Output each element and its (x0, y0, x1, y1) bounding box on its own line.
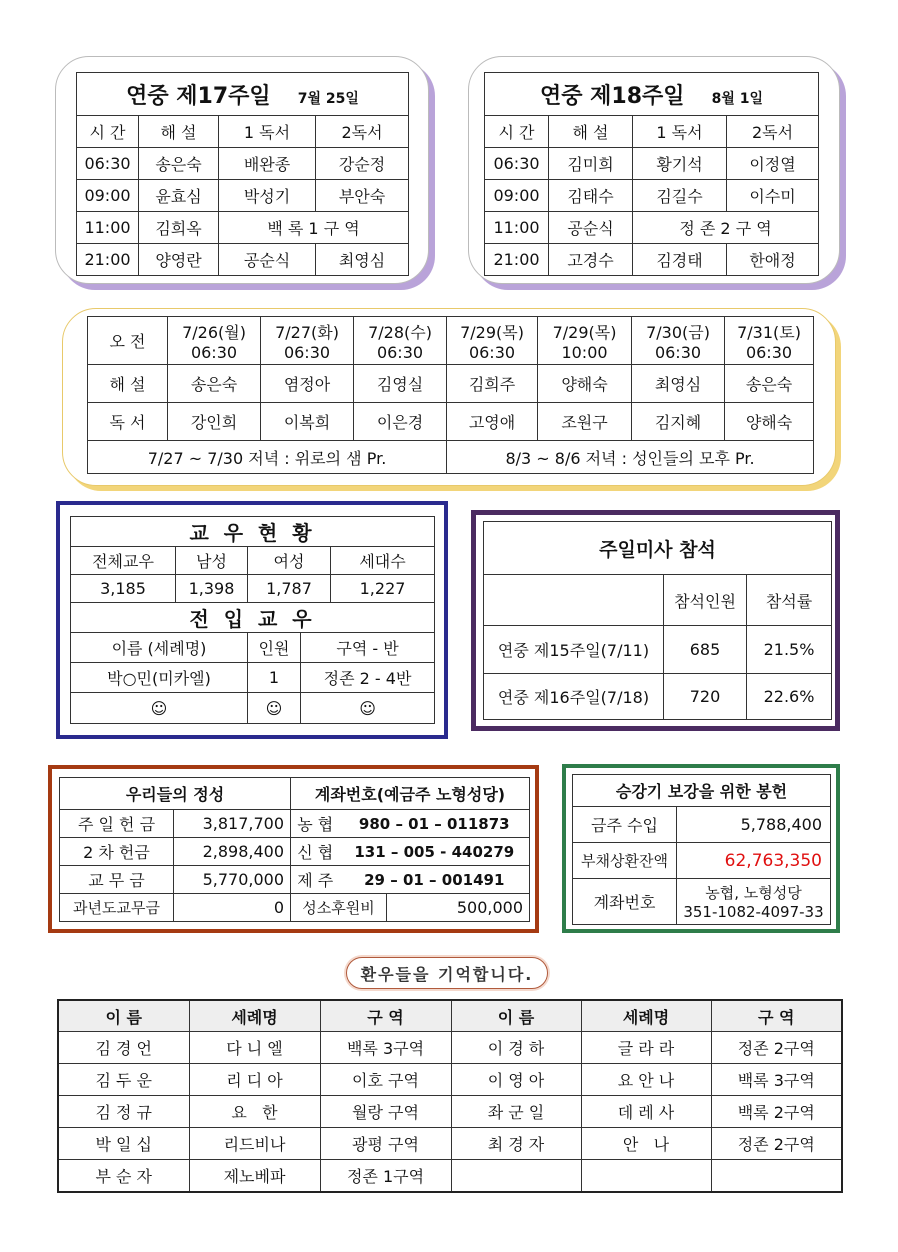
smiley-icon: ☺ (301, 693, 435, 724)
day-time: 06:30 (654, 342, 702, 362)
sick-name: 최 경 자 (451, 1128, 581, 1160)
reader-name: 고영애 (447, 403, 538, 441)
sick-header: 구 역 (320, 1000, 451, 1032)
reader-name: 이복희 (261, 403, 354, 441)
account-title: 계좌번호(예금주 노형성당) (291, 778, 530, 810)
day-time: 06:30 (376, 342, 424, 362)
day-cell (354, 317, 447, 365)
smiley-icon: ☺ (71, 693, 248, 724)
sick-name: 이 경 하 (451, 1032, 581, 1064)
commentator-name: 김영실 (354, 365, 447, 403)
attendance-count: 685 (664, 626, 747, 674)
schedule-name: 김경태 (633, 244, 727, 276)
commentator-name: 최영심 (632, 365, 725, 403)
day-cell (725, 317, 814, 365)
sick-district (711, 1160, 842, 1193)
sick-name (451, 1160, 581, 1193)
members-header: 세대수 (331, 547, 435, 575)
debt-balance: 62,763,350 (677, 843, 831, 879)
schedule-name: 이정열 (727, 148, 819, 180)
newcomer-count: 1 (248, 663, 301, 693)
sick-header: 이 름 (58, 1000, 189, 1032)
week18-table (484, 72, 819, 276)
sick-baptismal-name: 다 니 엘 (189, 1032, 320, 1064)
schedule-name: 김희옥 (139, 212, 219, 244)
members-value: 3,185 (71, 575, 176, 603)
offering-amount: 0 (174, 894, 291, 922)
sick-header: 구 역 (711, 1000, 842, 1032)
schedule-name: 한애정 (727, 244, 819, 276)
sick-baptismal-name: 리 디 아 (189, 1064, 320, 1096)
members-value: 1,787 (248, 575, 331, 603)
sick-baptismal-name (581, 1160, 711, 1193)
reader-name: 이은경 (354, 403, 447, 441)
sick-title: 환우들을 기억합니다. (346, 957, 548, 989)
schedule-name: 김길수 (633, 180, 727, 212)
members-title: 교 우 현 황 (71, 517, 435, 547)
attendance-week: 연중 제16주일(7/18) (484, 674, 664, 720)
day-date: 7/29(목) (460, 322, 524, 342)
members-table (70, 516, 435, 724)
header-commentator: 해 설 (139, 116, 219, 148)
offering-table (59, 777, 530, 922)
elevator-account-cell (677, 879, 831, 925)
bank-name: 신 협 (291, 838, 340, 866)
sick-baptismal-name: 요 안 나 (581, 1064, 711, 1096)
header-reading2: 2독서 (316, 116, 409, 148)
sick-name: 좌 군 일 (451, 1096, 581, 1128)
day-date: 7/28(수) (368, 322, 432, 342)
schedule-time: 06:30 (77, 148, 139, 180)
members-value: 1,227 (331, 575, 435, 603)
commentator-name: 염정아 (261, 365, 354, 403)
schedule-name: 배완종 (219, 148, 316, 180)
reader-name: 조원구 (538, 403, 632, 441)
header-time: 시 간 (485, 116, 549, 148)
commentator-name: 송은숙 (725, 365, 814, 403)
day-time: 06:30 (468, 342, 516, 362)
sick-district: 정존 2구역 (711, 1128, 842, 1160)
sick-district: 백록 3구역 (320, 1032, 451, 1064)
schedule-time: 21:00 (485, 244, 549, 276)
smiley-icon: ☺ (248, 693, 301, 724)
attendance-title: 주일미사 참석 (484, 522, 832, 575)
offering-label: 2 차 헌금 (60, 838, 174, 866)
offering-label: 주 일 헌 금 (60, 810, 174, 838)
week18-title-cell (485, 73, 819, 116)
row-label-reader: 독 서 (88, 403, 168, 441)
account-number: 29 – 01 – 001491 (340, 866, 530, 894)
schedule-district: 백 록 1 구 역 (219, 212, 409, 244)
schedule-name: 부안숙 (316, 180, 409, 212)
day-time: 06:30 (190, 342, 238, 362)
week18-title: 연중 제18주일 (540, 83, 685, 109)
sick-baptismal-name: 요 한 (189, 1096, 320, 1128)
attendance-week: 연중 제15주일(7/11) (484, 626, 664, 674)
sick-baptismal-name: 안 나 (581, 1128, 711, 1160)
offering-label: 과년도교무금 (60, 894, 174, 922)
support-label: 성소후원비 (291, 894, 387, 922)
schedule-name: 공순식 (549, 212, 633, 244)
attendance-rate: 22.6% (747, 674, 832, 720)
evening-note-left: 7/27 ~ 7/30 저녁 : 위로의 샘 Pr. (88, 441, 447, 474)
schedule-name: 박성기 (219, 180, 316, 212)
day-cell (538, 317, 632, 365)
schedule-name: 김미희 (549, 148, 633, 180)
reader-name: 김지혜 (632, 403, 725, 441)
schedule-district: 정 존 2 구 역 (633, 212, 819, 244)
weekly-income: 5,788,400 (677, 807, 831, 843)
day-date: 7/30(금) (646, 322, 710, 342)
schedule-name: 송은숙 (139, 148, 219, 180)
sick-name: 부 순 자 (58, 1160, 189, 1193)
schedule-time: 09:00 (485, 180, 549, 212)
sick-name: 이 영 아 (451, 1064, 581, 1096)
day-date: 7/29(목) (552, 322, 617, 342)
schedule-name: 윤효심 (139, 180, 219, 212)
support-amount: 500,000 (387, 894, 530, 922)
members-value: 1,398 (176, 575, 248, 603)
offering-amount: 2,898,400 (174, 838, 291, 866)
schedule-name: 황기석 (633, 148, 727, 180)
sick-district: 백록 3구역 (711, 1064, 842, 1096)
elevator-title: 승강기 보강을 위한 봉헌 (573, 775, 831, 807)
newcomers-title: 전 입 교 우 (71, 603, 435, 633)
offering-title: 우리들의 정성 (60, 778, 291, 810)
reader-name: 양해숙 (725, 403, 814, 441)
members-header: 남성 (176, 547, 248, 575)
reader-name: 강인희 (168, 403, 261, 441)
sick-name: 김 두 운 (58, 1064, 189, 1096)
newcomer-header: 이름 (세례명) (71, 633, 248, 663)
header-reading1: 1 독서 (219, 116, 316, 148)
elevator-account-number: 351-1082-4097-33 (683, 903, 824, 921)
sick-name: 박 일 십 (58, 1128, 189, 1160)
sick-district: 광평 구역 (320, 1128, 451, 1160)
members-header: 여성 (248, 547, 331, 575)
week18-date: 8월 1일 (711, 90, 764, 107)
schedule-name: 공순식 (219, 244, 316, 276)
sick-baptismal-name: 데 레 사 (581, 1096, 711, 1128)
elevator-label: 부채상환잔액 (573, 843, 677, 879)
bank-name: 농 협 (291, 810, 340, 838)
day-cell (261, 317, 354, 365)
day-cell (632, 317, 725, 365)
schedule-name: 이수미 (727, 180, 819, 212)
row-label-commentator: 해 설 (88, 365, 168, 403)
offering-amount: 3,817,700 (174, 810, 291, 838)
sick-table (57, 999, 843, 1193)
day-cell (447, 317, 538, 365)
sick-name: 김 정 규 (58, 1096, 189, 1128)
day-time: 06:30 (283, 342, 331, 362)
sick-district: 정존 2구역 (711, 1032, 842, 1064)
sick-baptismal-name: 제노베파 (189, 1160, 320, 1193)
elevator-account-label: 계좌번호 (573, 879, 677, 925)
account-number: 131 – 005 - 440279 (340, 838, 530, 866)
week17-date: 7월 25일 (297, 90, 359, 107)
schedule-time: 09:00 (77, 180, 139, 212)
attendance-table (483, 521, 832, 720)
attendance-header: 참석인원 (664, 575, 747, 626)
schedule-time: 06:30 (485, 148, 549, 180)
row-label-morning: 오 전 (88, 317, 168, 365)
schedule-name: 김태수 (549, 180, 633, 212)
offering-label: 교 무 금 (60, 866, 174, 894)
header-commentator: 해 설 (549, 116, 633, 148)
bank-name: 제 주 (291, 866, 340, 894)
sick-header: 세례명 (581, 1000, 711, 1032)
sick-baptismal-name: 리드비나 (189, 1128, 320, 1160)
attendance-count: 720 (664, 674, 747, 720)
attendance-header: 참석률 (747, 575, 832, 626)
commentator-name: 송은숙 (168, 365, 261, 403)
schedule-time: 11:00 (485, 212, 549, 244)
schedule-time: 11:00 (77, 212, 139, 244)
evening-note-right: 8/3 ~ 8/6 저녁 : 성인들의 모후 Pr. (447, 441, 814, 474)
newcomer-header: 구역 - 반 (301, 633, 435, 663)
day-date: 7/26(월) (182, 322, 246, 342)
day-time: 06:30 (745, 342, 793, 362)
newcomer-header: 인원 (248, 633, 301, 663)
sick-header: 이 름 (451, 1000, 581, 1032)
schedule-name: 고경수 (549, 244, 633, 276)
weekday-table (87, 316, 814, 474)
week17-title-cell (77, 73, 409, 116)
schedule-name: 최영심 (316, 244, 409, 276)
schedule-time: 21:00 (77, 244, 139, 276)
sick-district: 이호 구역 (320, 1064, 451, 1096)
attendance-rate: 21.5% (747, 626, 832, 674)
sick-district: 백록 2구역 (711, 1096, 842, 1128)
account-number: 980 – 01 – 011873 (340, 810, 530, 838)
header-time: 시 간 (77, 116, 139, 148)
day-time: 10:00 (561, 342, 608, 362)
elevator-table (572, 774, 831, 925)
sick-header: 세례명 (189, 1000, 320, 1032)
week17-table (76, 72, 409, 276)
header-reading1: 1 독서 (633, 116, 727, 148)
sick-district: 월랑 구역 (320, 1096, 451, 1128)
sick-baptismal-name: 글 라 라 (581, 1032, 711, 1064)
commentator-name: 김희주 (447, 365, 538, 403)
members-header: 전체교우 (71, 547, 176, 575)
commentator-name: 양해숙 (538, 365, 632, 403)
week17-title: 연중 제17주일 (126, 83, 271, 109)
sick-name: 김 경 언 (58, 1032, 189, 1064)
elevator-account-bank: 농협, 노형성당 (705, 884, 802, 902)
day-date: 7/31(토) (737, 322, 801, 342)
schedule-name: 강순정 (316, 148, 409, 180)
day-cell (168, 317, 261, 365)
newcomer-name: 박○민(미카엘) (71, 663, 248, 693)
header-reading2: 2독서 (727, 116, 819, 148)
schedule-name: 양영란 (139, 244, 219, 276)
attendance-header (484, 575, 664, 626)
newcomer-district: 정존 2 - 4반 (301, 663, 435, 693)
elevator-label: 금주 수입 (573, 807, 677, 843)
day-date: 7/27(화) (275, 322, 339, 342)
offering-amount: 5,770,000 (174, 866, 291, 894)
sick-district: 정존 1구역 (320, 1160, 451, 1193)
